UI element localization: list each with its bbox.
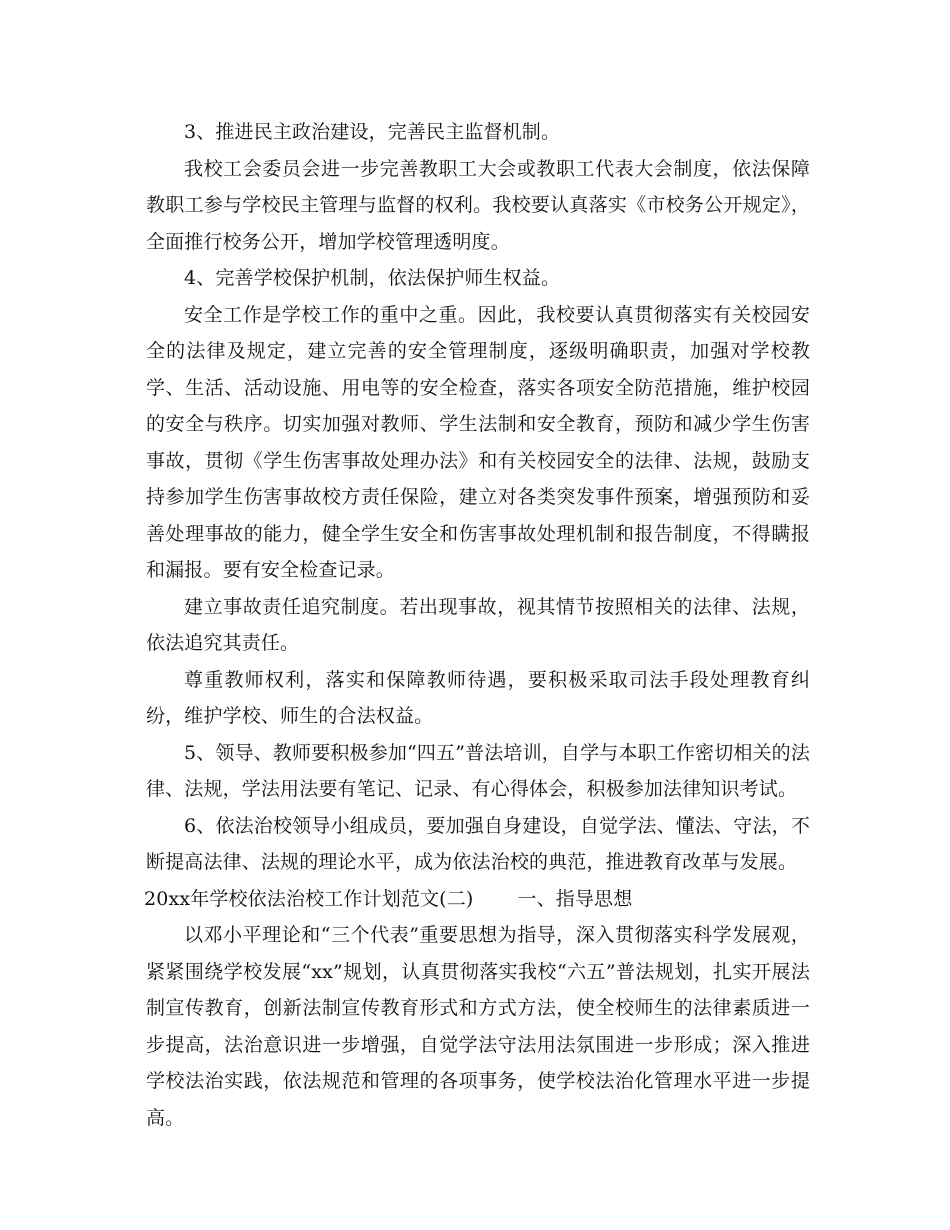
paragraph-1: 3、推进民主政治建设，完善民主监督机制。 (184, 121, 561, 143)
paragraph-4: 安全工作是学校工作的重中之重。因此，我校要认真贯彻落实有关校园安全的法律及规定，建立完善的安全管理制度，逐级明确职责，加强对学校教学、生活、活动设施、用电等的安全检查，落实各项安全防范措施，维护校园的安全与秩序。切实加强对教师、学生法制和安全教育，预防和减少学生伤害事故，贯彻《学生伤害事故处理办法》和有关校园安全的法律、法规，鼓励支持参加学生伤害事故校方责任保险，建立对各类突发事件预案，增强预防和妥善处理事故的能力，健全学生安全和伤害事故处理机制和报告制度，不得瞒报和漏报。要有安全检查记录。 (146, 303, 810, 581)
paragraph-3: 4、完善学校保护机制，依法保护师生权益。 (184, 267, 561, 289)
paragraph-6: 尊重教师权利，落实和保障教师待遇，要积极采取司法手段处理教育纠纷，维护学校、师生的合法权益。 (146, 668, 810, 727)
section-heading-line (144, 881, 810, 918)
paragraph-5: 建立事故责任追究制度。若出现事故，视其情节按照相关的法律、法规，依法追究其责任。 (146, 595, 810, 654)
section-title: 一、指导思想 (517, 887, 633, 910)
document-body (146, 114, 810, 1136)
paragraph-guiding-thought: 以邓小平理论和“三个代表”重要思想为指导，深入贯彻落实科学发展观，紧紧围绕学校发展“xx”规划，认真贯彻落实我校“六五”普法规划，扎实开展法制宣传教育，创新法制宣传教育形式和方式方法，使全校师生的法律素质进一步提高，法治意识进一步增强，自觉学法守法用法氛围进一步形成；深入推进学校法治实践，依法规范和管理的各项事务，使学校法治化管理水平进一步提高。 (146, 924, 810, 1129)
document-subtitle: 20xx年学校依法治校工作计划范文(二) (144, 887, 474, 910)
paragraph-7: 5、领导、教师要积极参加“四五”普法培训，自学与本职工作密切相关的法律、法规，学法用法要有笔记、记录、有心得体会，积极参加法律知识考试。 (146, 741, 810, 800)
paragraph-2: 我校工会委员会进一步完善教职工大会或教职工代表大会制度，依法保障教职工参与学校民主管理与监督的权利。我校要认真落实《市校务公开规定》，全面推行校务公开，增加学校管理透明度。 (146, 157, 810, 253)
paragraph-8: 6、依法治校领导小组成员，要加强自身建设，自觉学法、懂法、守法，不断提高法律、法规的理论水平，成为依法治校的典范，推进教育改革与发展。 (146, 814, 810, 873)
